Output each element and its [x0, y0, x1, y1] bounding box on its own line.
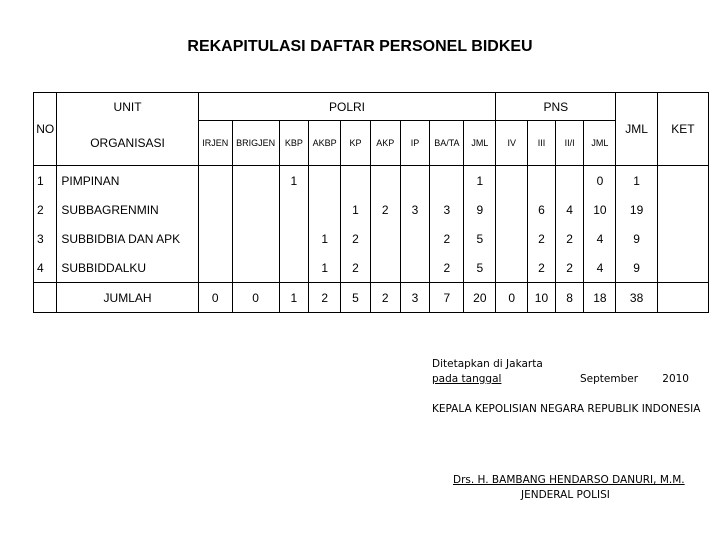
table-row: [34, 253, 709, 283]
cell-akp: 2: [370, 195, 400, 224]
cell-akbp: 1: [309, 253, 341, 283]
personnel-recap-table: [33, 92, 709, 313]
row-no: 3: [34, 224, 57, 253]
cell-polri-jml: 1: [464, 166, 496, 196]
total-brigjen: 0: [232, 283, 279, 313]
cell-total: 9: [616, 253, 657, 283]
col-brigjen: BRIGJEN: [232, 121, 279, 166]
cell-kp: [341, 166, 371, 196]
total-label: JUMLAH: [57, 283, 198, 313]
header-pns: PNS: [496, 93, 616, 121]
signature-rank: JENDERAL POLISI: [521, 489, 610, 501]
total-bata: 7: [430, 283, 464, 313]
cell-kbp: [279, 224, 309, 253]
col-bata: BA/TA: [430, 121, 464, 166]
header-jml: JML: [616, 93, 657, 166]
cell-iii: 2: [528, 253, 556, 283]
total-akbp: 2: [309, 283, 341, 313]
cell-brigjen: [232, 195, 279, 224]
signature-place: Ditetapkan di Jakarta: [432, 358, 543, 370]
total-iii: 10: [528, 283, 556, 313]
col-irjen: IRJEN: [198, 121, 232, 166]
cell-ket: [657, 224, 708, 253]
cell-ket: [657, 195, 708, 224]
row-name: SUBBIDBIA DAN APK: [57, 224, 198, 253]
signature-month: September: [580, 373, 639, 385]
cell-kbp: [279, 195, 309, 224]
cell-ii-i: 4: [555, 195, 584, 224]
total-grand: 38: [616, 283, 657, 313]
total-row: [34, 283, 709, 313]
cell-iii: 6: [528, 195, 556, 224]
header-organisasi: ORGANISASI: [57, 121, 198, 166]
signature-date-prefix: pada tanggal: [432, 373, 502, 385]
total-kp: 5: [341, 283, 371, 313]
col-kbp: KBP: [279, 121, 309, 166]
signature-name: Drs. H. BAMBANG HENDARSO DANURI, M.M.: [453, 474, 685, 486]
cell-total: 1: [616, 166, 657, 196]
header-polri: POLRI: [198, 93, 496, 121]
cell-ii-i: 2: [555, 224, 584, 253]
col-akbp: AKBP: [309, 121, 341, 166]
cell-kp: 2: [341, 224, 371, 253]
cell-ip: [400, 253, 430, 283]
cell-pns-jml: 4: [584, 253, 616, 283]
page-title: REKAPITULASI DAFTAR PERSONEL BIDKEU: [187, 38, 533, 55]
cell-ip: [400, 224, 430, 253]
cell-irjen: [198, 166, 232, 196]
cell-pns-jml: 4: [584, 224, 616, 253]
header-ket: KET: [657, 93, 708, 166]
signature-year: 2010: [662, 373, 689, 385]
header-no: NO: [34, 93, 57, 166]
cell-iv: [496, 253, 528, 283]
cell-polri-jml: 5: [464, 224, 496, 253]
row-name: PIMPINAN: [57, 166, 198, 196]
cell-bata: [430, 166, 464, 196]
row-no: 4: [34, 253, 57, 283]
col-iv: IV: [496, 121, 528, 166]
cell-irjen: [198, 224, 232, 253]
cell-iii: 2: [528, 224, 556, 253]
cell-bata: 2: [430, 253, 464, 283]
table-row: [34, 166, 709, 196]
cell-kp: 1: [341, 195, 371, 224]
cell-iii: [528, 166, 556, 196]
total-kbp: 1: [279, 283, 309, 313]
cell-kp: 2: [341, 253, 371, 283]
col-ip: IP: [400, 121, 430, 166]
cell-iv: [496, 224, 528, 253]
cell-pns-jml: 10: [584, 195, 616, 224]
cell-akp: [370, 224, 400, 253]
row-no: 1: [34, 166, 57, 196]
cell-brigjen: [232, 224, 279, 253]
col-iii: III: [528, 121, 556, 166]
cell-ip: [400, 166, 430, 196]
cell-iv: [496, 195, 528, 224]
total-polri-jml: 20: [464, 283, 496, 313]
cell-polri-jml: 5: [464, 253, 496, 283]
cell-total: 19: [616, 195, 657, 224]
table-row: [34, 195, 709, 224]
signature-date-line: [432, 373, 691, 385]
col-polri-jml: JML: [464, 121, 496, 166]
total-iv: 0: [496, 283, 528, 313]
cell-akp: [370, 253, 400, 283]
row-name: SUBBIDDALKU: [57, 253, 198, 283]
cell-ii-i: 2: [555, 253, 584, 283]
cell-akbp: [309, 166, 341, 196]
cell-bata: 2: [430, 224, 464, 253]
cell-kbp: 1: [279, 166, 309, 196]
col-kp: KP: [341, 121, 371, 166]
signature-position: KEPALA KEPOLISIAN NEGARA REPUBLIK INDONESIA: [432, 403, 701, 415]
total-irjen: 0: [198, 283, 232, 313]
cell-total: 9: [616, 224, 657, 253]
cell-irjen: [198, 253, 232, 283]
col-pns-jml: JML: [584, 121, 616, 166]
cell-iv: [496, 166, 528, 196]
total-akp: 2: [370, 283, 400, 313]
cell-brigjen: [232, 253, 279, 283]
total-ii-i: 8: [555, 283, 584, 313]
total-no: [34, 283, 57, 313]
total-pns-jml: 18: [584, 283, 616, 313]
cell-polri-jml: 9: [464, 195, 496, 224]
cell-pns-jml: 0: [584, 166, 616, 196]
table-row: [34, 224, 709, 253]
cell-ii-i: [555, 166, 584, 196]
cell-irjen: [198, 195, 232, 224]
cell-akbp: 1: [309, 224, 341, 253]
cell-ket: [657, 166, 708, 196]
total-ip: 3: [400, 283, 430, 313]
cell-akbp: [309, 195, 341, 224]
cell-kbp: [279, 253, 309, 283]
cell-ket: [657, 253, 708, 283]
cell-bata: 3: [430, 195, 464, 224]
row-no: 2: [34, 195, 57, 224]
col-akp: AKP: [370, 121, 400, 166]
total-ket: [657, 283, 708, 313]
cell-brigjen: [232, 166, 279, 196]
header-unit: UNIT: [57, 93, 198, 121]
col-ii-i: II/I: [555, 121, 584, 166]
cell-ip: 3: [400, 195, 430, 224]
row-name: SUBBAGRENMIN: [57, 195, 198, 224]
cell-akp: [370, 166, 400, 196]
